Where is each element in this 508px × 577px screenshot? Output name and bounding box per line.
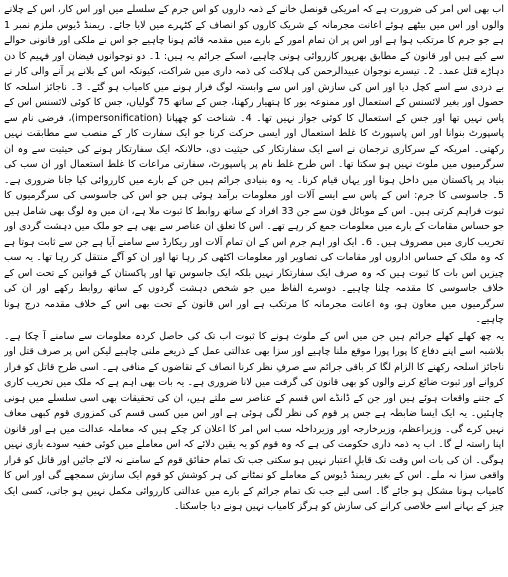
article-body bbox=[4, 2, 504, 575]
article-paragraph-1: اب بھی اس امر کی ضرورت ہے کہ امریکی قونصل خانے کے ذمہ داروں کو اس جرم کے سلسلے میں اور اس کار، اس کے چلانے والوں اور اس میں بیٹھے ہوئے اعانت مجرمانہ کے شریک کاروں کو انصاف کے کٹہرے میں لایا جائے۔ ریمنڈ ڈیوس ملزم نمبر 1 ہے جو جرم کا مرتکب ہوا ہے اور اس پر ان تمام امور کے بارے میں مقدمہ قائم ہونا چاہیے جو اس نے ملکی اور قانونی حوالے سے کیے ہیں اور قانون کے مطابق بھرپور کارروائی ہونی چاہیے، اسکے جرائم یہ ہیں: 1۔ دو نوجوانوں فیضان اور فہیم کا دن دہاڑے قتل عمد۔ 2۔ تیسرے نوجوان عبیدالرحمن کی ہلاکت کی ذمہ داری میں شراکت، کیونکہ اس کے بلانے پر آنے والی کار نے بے دردی سے اسے کچل دیا اور اس کی سازش اور اس سے وابستہ لوگ فرار ہونے میں کامیاب ہو گئے۔ 3۔ ناجائز اسلحہ کا حصول اور بغیر لائسنس کے استعمال اور ممنوعہ بور کا ہتھیار رکھنا، جس کے ساتھ 75 گولیاں، جس کا کوئی لائسنس اس کے پاس نہیں تھا اور جس کے استعمال کا کوئی جواز نہیں تھا۔ 4۔ شناخت کو چھپانا (impersonification)، فرضی نام سے پاسپورٹ بنوانا اور اس پاسپورٹ کا غلط استعمال اور ایسی حرکت کرنا جو ایک سفارت کار کے منصب سے مطابقت نہیں رکھتی۔ امریکہ کے سرکاری ترجمان نے اسے ایک سفارتکار کی حیثیت دی، حالانکہ ایک سفارتکار ہونے کی حیثیت سے وہ ان سرگرمیوں میں ملوث نہیں ہو سکتا تھا۔ اس طرح غلط نام پر پاسپورٹ، سفارتی مراعات کا غلط استعمال اور ان سب کی بنیاد پر پاکستان میں داخل ہونا اور یہاں قیام کرنا۔ یہ وہ بنیادی جرائم ہیں جن کے بارے میں کارروائی کیا جانا ضروری ہے۔ 5۔ جاسوسی کا جرم: اس کے پاس سے ایسے آلات اور معلومات برآمد ہوئی ہیں جو اس کی جاسوسی کی سرگرمیوں کا ثبوت فراہم کرتی ہیں۔ اس کے موبائل فون سے جن 33 افراد کے ساتھ روابط کا ثبوت ملا ہے، ان میں وہ لوگ بھی شامل ہیں جو حساس مقامات کے بارے میں معلومات جمع کر رہے تھے۔ اس کا تعلق ان عناصر سے بھی ہے جو ملک میں دہشت گردی اور تخریب کاری میں مصروف ہیں۔ 6۔ ایک اور اہم جرم اس کے ان تمام آلات اور ریکارڈ سے سامنے آیا ہے جن سے ثابت ہوتا ہے کہ وہ ملک کے حساس اداروں اور مقامات کی تصاویر اور معلومات اکٹھی کر رہا تھا اور ان کو آگے منتقل کر رہا تھا۔ یہ سب چیزیں اس بات کا ثبوت ہیں کہ وہ صرف ایک سفارتکار نہیں بلکہ ایک جاسوس تھا اور پاکستان کے قوانین کے تحت اس کے خلاف جاسوسی کا مقدمہ چلنا چاہیے۔ دوسرے الفاظ میں جو شخص دہشت گردوں کے ساتھ روابط رکھے اور ان کی سرگرمیوں میں معاون ہو، وہ اعانت مجرمانہ کا مرتکب ہے اور اس قانون کے تحت بھی اس کے خلاف مقدمہ درج ہونا چاہیے۔ bbox=[4, 4, 504, 325]
article-paragraph-2: یہ چھ کھلے کھلے جرائم ہیں جن میں اس کے ملوث ہونے کا ثبوت اب تک کی حاصل کردہ معلومات سے سامنے آ چکا ہے۔ بلاشبہ اسے اپنے دفاع کا پورا پورا موقع ملنا چاہیے اور سزا بھی عدالتی عمل کے ذریعے ملنی چاہیے لیکن اس پر صرف قتل اور ناجائز اسلحہ رکھنے کا الزام لگا کر باقی جرائم سے صرفِ نظر کرنا انصاف کے تقاضوں کے منافی ہے۔ اسی طرح قاتل کو فرار کروانے اور ثبوت ضائع کرنے والوں کو بھی قانون کی گرفت میں لانا ضروری ہے۔ یہ بات بھی اہم ہے کہ ملک میں تخریب کاری کے جتنے واقعات ہوئے ہیں اور جن کے ڈانڈے اس قسم کے عناصر سے ملتے ہیں، ان کی تحقیقات بھی اسی سلسلے میں ہونی چاہئیں۔ یہ ایک ایسا ضابطہ ہے جس پر قوم کی نظر لگی ہوئی ہے اور اس میں کسی قسم کی کمزوری قوم کبھی معاف نہیں کرے گی۔ وزیراعظم، وزیرخارجہ اور وزیرداخلہ سب اس امر کا اعلان کر چکے ہیں کہ معاملہ عدالت میں ہے اور قانون اپنا راستہ لے گا۔ اب یہ ذمہ داری حکومت کی ہے کہ وہ قوم کو یہ یقین دلائے کہ اس معاملے میں کوئی خفیہ سودے بازی نہیں ہوگی۔ ان کی بات اس وقت تک قابلِ اعتبار نہیں ہو سکتی جب تک تمام حقائق قوم کے سامنے نہ لائے جائیں اور قاتل کو قرار واقعی سزا نہ ملے۔ اس کے بغیر ریمنڈ ڈیوس کے معاملے کو نمٹانے کی ہر کوشش کو قوم ایک سازش سمجھے گی اور اس کا کامیاب ہونا مشکل ہو جائے گا۔ اسی لیے جب تک تمام جرائم کے بارے میں عدالتی کارروائی مکمل نہیں ہو جاتی، کسی ایک چیز کے بہانے اسے خلاصی کرانے کی سازش کو ہرگز کامیاب نہیں ہونے دیا جاسکتا۔ bbox=[4, 330, 504, 512]
